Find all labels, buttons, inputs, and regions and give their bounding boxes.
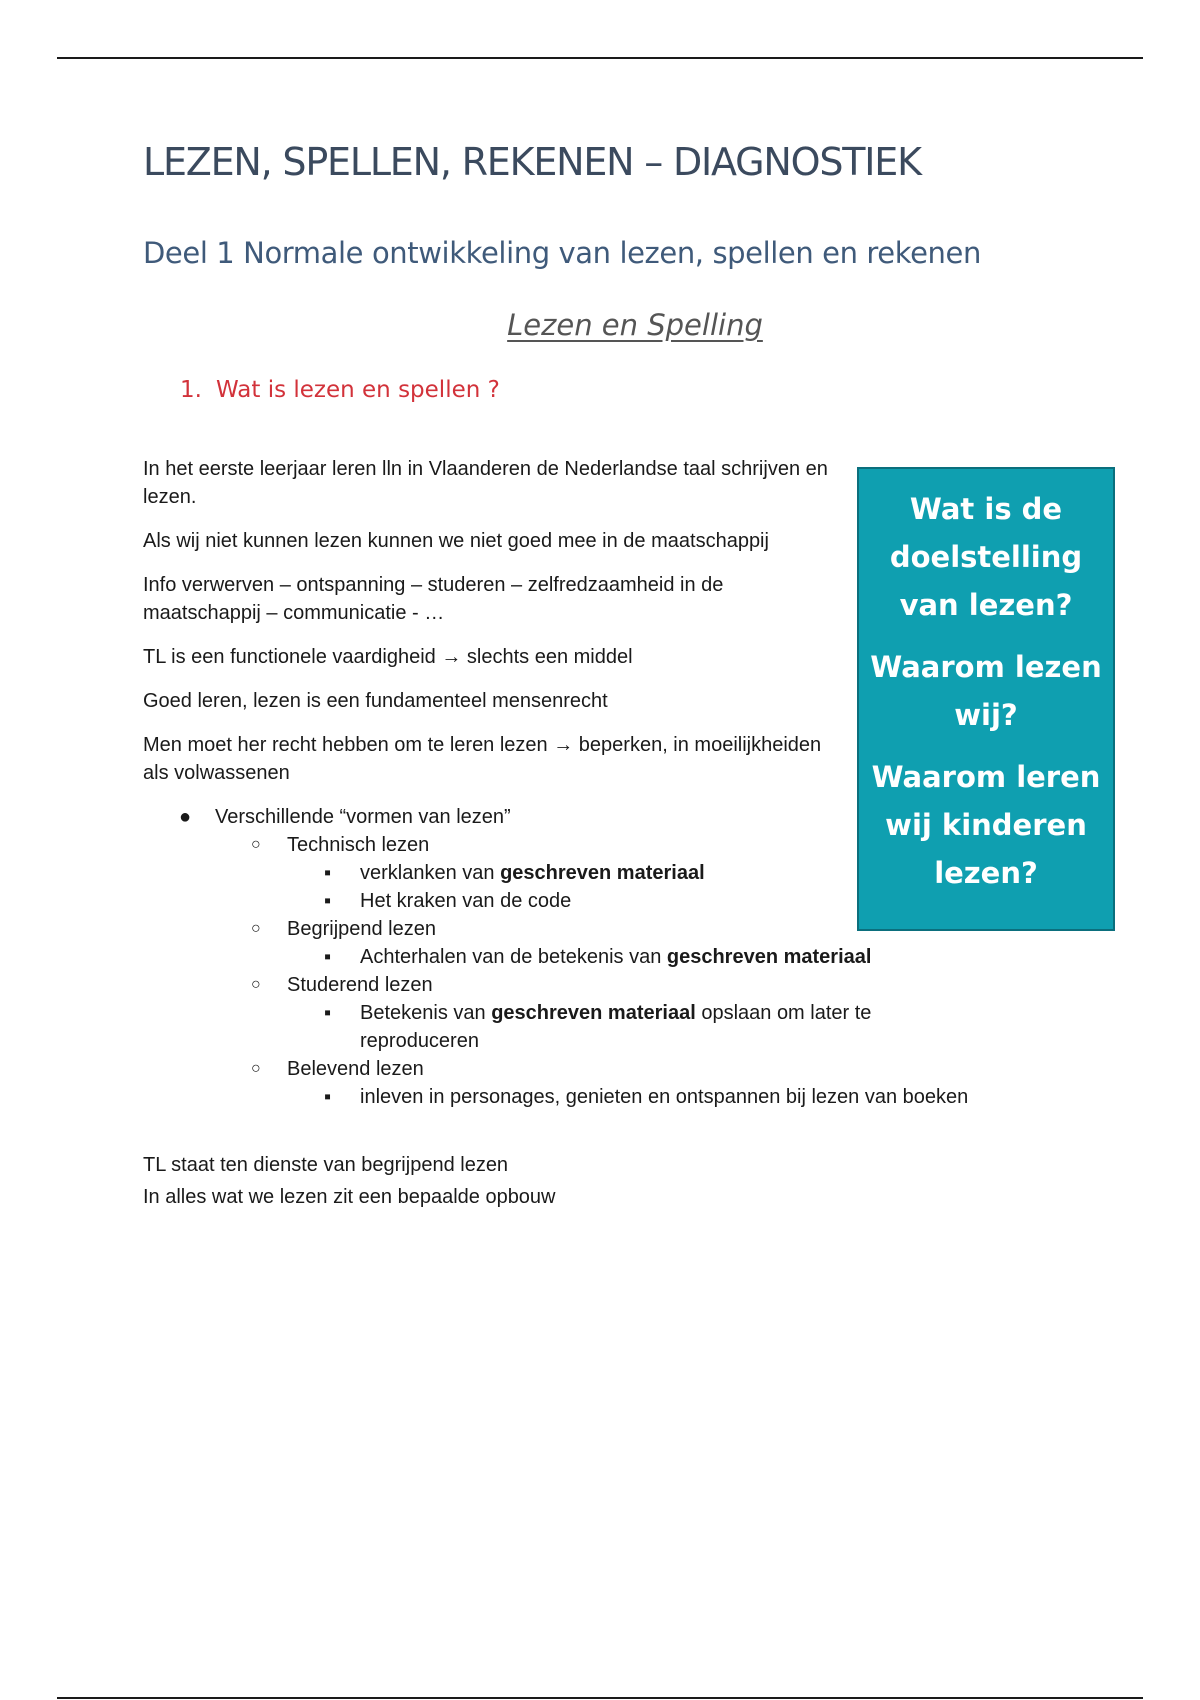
- bullet-circle-icon: ○: [251, 976, 261, 993]
- list-item: [251, 971, 872, 1055]
- detail-bold: geschreven materiaal: [666, 946, 872, 968]
- list-item: [251, 915, 872, 971]
- question-text: Wat is lezen en spellen ?: [216, 377, 500, 403]
- paragraph: TL staat ten dienste van begrijpend lezen: [143, 1154, 509, 1176]
- bullet-square-icon: ▪: [324, 890, 332, 912]
- list-item-label: Technisch lezen: [287, 834, 430, 856]
- header-rule: [57, 57, 1143, 59]
- callout-question: Wat is de doelstelling van lezen?: [889, 492, 1083, 622]
- closing-text: [143, 1151, 843, 1211]
- bullet-circle-icon: ○: [251, 920, 261, 937]
- list-item-label: Verschillende “vormen van lezen”: [215, 806, 511, 828]
- question-number: 1.: [180, 377, 202, 403]
- reading-forms-list: [143, 803, 969, 1111]
- callout-box: [857, 467, 1115, 931]
- detail-list: [287, 999, 980, 1055]
- paragraph: Info verwerven – ontspanning – studeren – zelfredzaamheid in de maatschappij – communicatie - …: [143, 574, 724, 624]
- list-item: [179, 803, 969, 1111]
- bullet-circle-icon: ○: [251, 836, 261, 853]
- paragraph: Men moet her recht hebben om te leren lezen → beperken, in moeilijkheiden als volwassenen: [143, 734, 822, 784]
- body-text: [143, 455, 969, 1215]
- detail-bold: geschreven materiaal: [500, 862, 705, 884]
- callout-question: Waarom lezen wij?: [870, 650, 1102, 732]
- detail-text: inleven in personages, genieten en ontspannen bij lezen van boeken: [360, 1086, 969, 1108]
- list-item-label: Begrijpend lezen: [287, 918, 436, 940]
- bullet-square-icon: ▪: [324, 1086, 332, 1108]
- detail-text: Betekenis van: [360, 1002, 492, 1024]
- footer-rule: [57, 1697, 1143, 1699]
- paragraph: Goed leren, lezen is een fundamenteel mensenrecht: [143, 690, 608, 712]
- detail-list: [287, 1083, 980, 1111]
- reading-forms-sublist: [215, 831, 969, 1111]
- list-item-label: Belevend lezen: [287, 1058, 424, 1080]
- detail-text: Het kraken van de code: [360, 890, 572, 912]
- detail-list: [287, 943, 980, 971]
- list-item: [251, 831, 843, 915]
- detail-bold: geschreven materiaal: [491, 1002, 696, 1024]
- bullet-circle-icon: ○: [251, 1060, 261, 1077]
- list-item: [324, 1083, 980, 1111]
- paragraph: TL is een functionele vaardigheid → slechts een middel: [143, 646, 633, 668]
- detail-text: Achterhalen van de betekenis van: [360, 946, 667, 968]
- detail-text-end: opslaan om later te reproduceren: [360, 1002, 872, 1052]
- question-heading: [180, 377, 500, 403]
- bullet-square-icon: ▪: [324, 862, 332, 884]
- bullet-square-icon: ▪: [324, 1002, 332, 1024]
- list-item-label: Studerend lezen: [287, 974, 433, 996]
- detail-text: verklanken van: [360, 862, 501, 884]
- paragraph: In het eerste leerjaar leren lln in Vlaanderen de Nederlandse taal schrijven en lezen.: [143, 458, 828, 508]
- document-title: LEZEN, SPELLEN, REKENEN – DIAGNOSTIEK: [143, 140, 921, 184]
- bullet-square-icon: ▪: [324, 946, 332, 968]
- list-item: [324, 999, 980, 1055]
- paragraph: In alles wat we lezen zit een bepaalde opbouw: [143, 1186, 556, 1208]
- bullet-dot-icon: ●: [179, 806, 192, 828]
- callout-question: Waarom leren wij kinderen lezen?: [871, 760, 1101, 890]
- section-heading: Lezen en Spelling: [507, 308, 763, 342]
- list-item: [251, 1055, 969, 1111]
- document-subtitle: Deel 1 Normale ontwikkeling van lezen, spellen en rekenen: [143, 236, 981, 270]
- paragraph: Als wij niet kunnen lezen kunnen we niet goed mee in de maatschappij: [143, 530, 769, 552]
- list-item: [324, 943, 980, 971]
